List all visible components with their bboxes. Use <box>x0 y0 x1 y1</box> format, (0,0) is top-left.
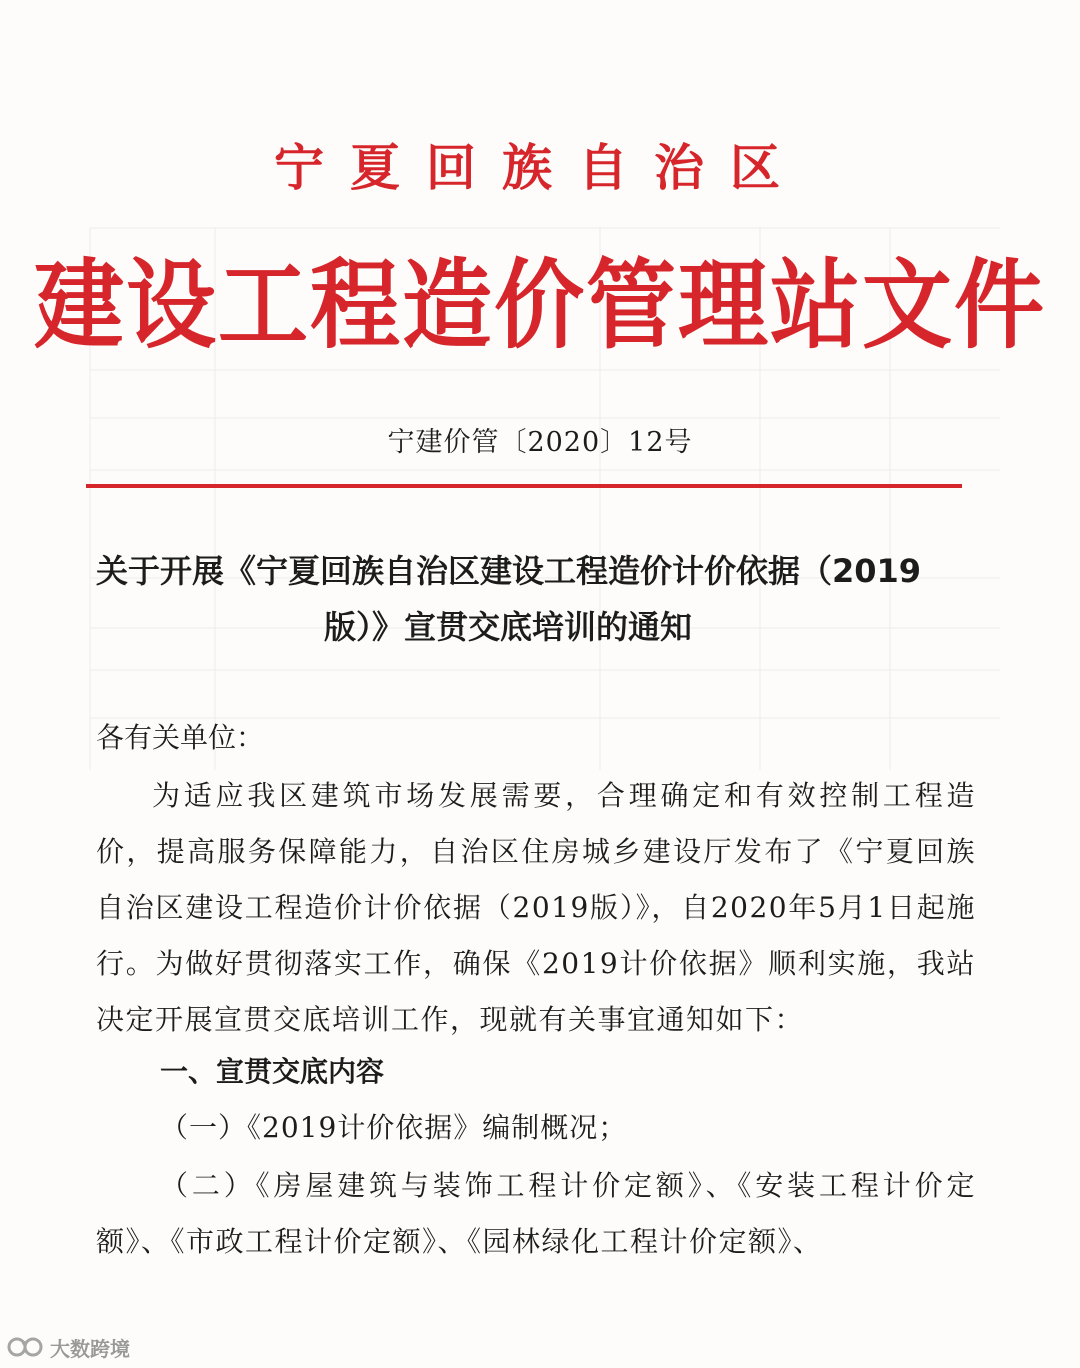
issuer-region: 宁夏回族自治区 <box>274 138 806 197</box>
body-paragraph: 为适应我区建筑市场发展需要，合理确定和有效控制工程造价，提高服务保障能力，自治区住房城乡建设厅发布了《宁夏回族自治区建设工程造价计价依据（2019版）》，自2020年5月1日起施行。为做好贯彻落实工作，确保《2019计价依据》顺利实施，我站决定开展宣贯交底培训工作，现就有关事宜通知如下： <box>96 779 976 1036</box>
document-number: 宁建价管〔2020〕12号 <box>387 427 693 458</box>
issuer-title: 建设工程造价管理站文件 <box>34 249 1046 363</box>
watermark-text: 大数跨境 <box>50 1336 130 1361</box>
list-item: （二）《房屋建筑与装饰工程计价定额》、《安装工程计价定额》、《市政工程计价定额》、《园林绿化工程计价定额》、 <box>96 1169 976 1258</box>
logo-icon <box>6 1334 46 1360</box>
red-divider <box>86 484 962 488</box>
salutation: 各有关单位： <box>96 721 265 754</box>
section-heading: 一、宣贯交底内容 <box>160 1055 385 1088</box>
notice-title-line2: 版）》宣贯交底培训的通知 <box>324 608 693 646</box>
list-item: （一）《2019计价依据》编制概况； <box>160 1111 628 1144</box>
notice-title-line1: 关于开展《宁夏回族自治区建设工程造价计价依据（2019 <box>96 552 922 590</box>
watermark <box>6 1332 130 1362</box>
notice-title <box>96 543 996 655</box>
